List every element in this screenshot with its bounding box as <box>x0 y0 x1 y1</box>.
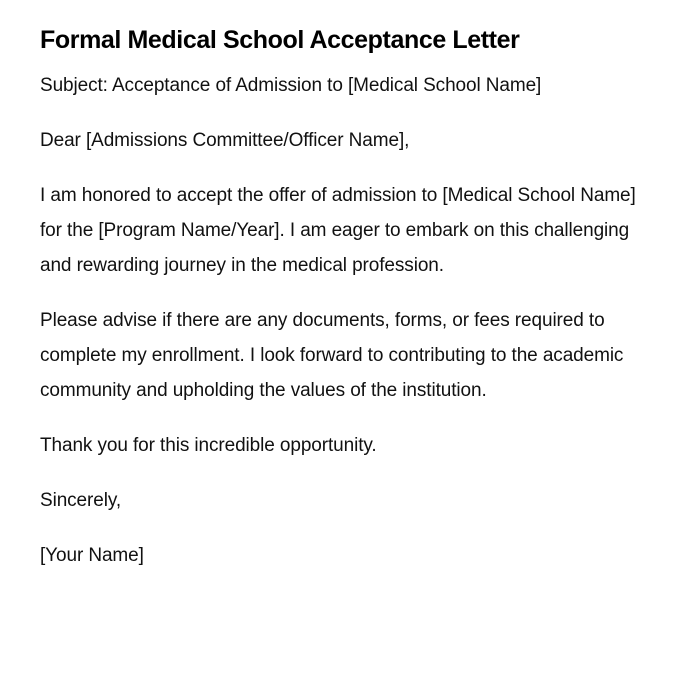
letter-body-paragraph-thanks: Thank you for this incredible opportunity. <box>40 435 377 456</box>
letter-closing: Sincerely, <box>40 490 122 511</box>
letter-title: Formal Medical School Acceptance Letter <box>40 26 520 54</box>
letter-salutation: Dear [Admissions Committee/Officer Name], <box>40 130 410 151</box>
letter-document <box>40 22 640 593</box>
letter-body-paragraph-acceptance: I am honored to accept the offer of admission to [Medical School Name] for the [Program Name/Year]. I am eager to embark on this challenging and rewarding journey in the medical profession. <box>40 185 636 276</box>
letter-subject: Subject: Acceptance of Admission to [Medical School Name] <box>40 75 542 96</box>
letter-body-paragraph-enrollment: Please advise if there are any documents, forms, or fees required to complete my enrollment. I look forward to contributing to the academic community and upholding the values of the institution. <box>40 310 624 401</box>
letter-signature: [Your Name] <box>40 545 144 566</box>
